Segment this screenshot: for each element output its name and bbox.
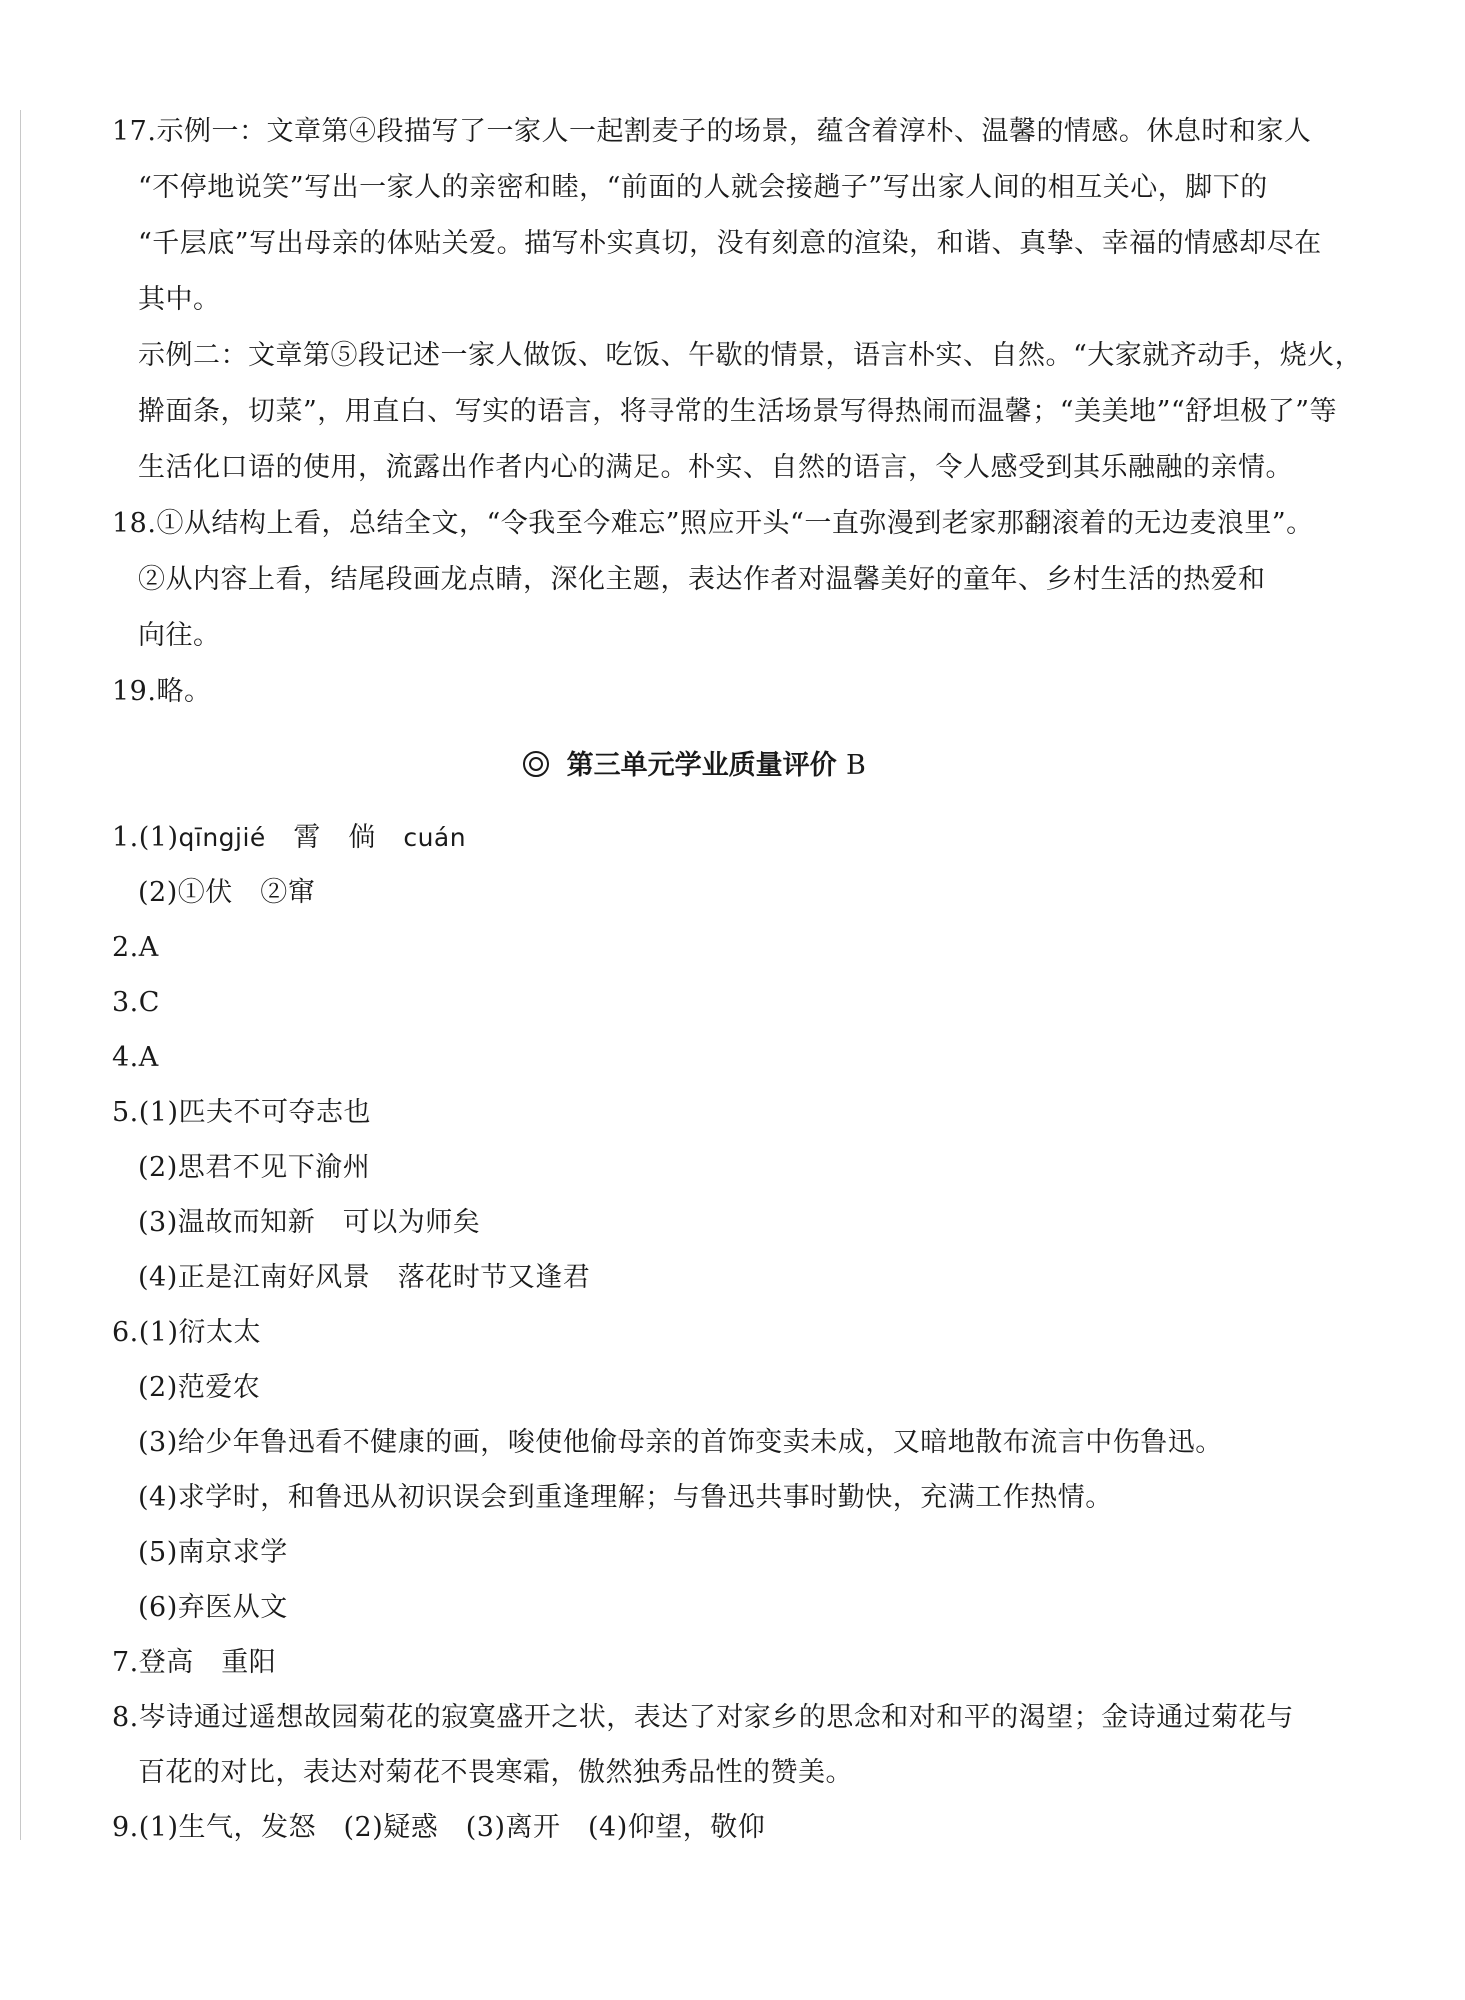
answer-17-line-3: “千层底”写出母亲的体贴关爱。描写朴实真切，没有刻意的渲染，和谐、真挚、幸福的情感却尽在 — [138, 228, 1322, 259]
answer-6-line-6: (6)弃医从文 — [138, 1592, 288, 1623]
answer-5-line-3: (3)温故而知新 可以为师矣 — [138, 1207, 481, 1238]
section-suffix: B — [845, 750, 866, 781]
answer-5-line-1: 5.(1)匹夫不可夺志也 — [112, 1097, 372, 1128]
answer-17-line-4: 其中。 — [138, 284, 221, 315]
answer-8 — [112, 1690, 1294, 1800]
answer-5-line-2: (2)思君不见下渝州 — [138, 1152, 371, 1183]
section-title: 第三单元学业质量评价 — [566, 750, 837, 781]
answer-19: 19.略。 — [112, 676, 212, 707]
answer-6-line-4: (4)求学时，和鲁迅从初识误会到重逢理解；与鲁迅共事时勤快，充满工作热情。 — [138, 1482, 1113, 1513]
section-heading — [112, 728, 1277, 804]
answer-1-pinyin-1: qīngjié — [178, 823, 266, 852]
answer-18-line-1: 18.①从结构上看，总结全文，“令我至今难忘”照应开头“一直弥漫到老家那翻滚着的无边麦浪里”。 — [112, 508, 1314, 539]
answer-17-line-2: “不停地说笑”写出一家人的亲密和睦，“前面的人就会接趟子”写出家人间的相互关心，脚下的 — [138, 172, 1268, 203]
answer-18-line-2: ②从内容上看，结尾段画龙点睛，深化主题，表达作者对温馨美好的童年、乡村生活的热爱和 — [138, 564, 1266, 595]
answer-4: 4.A — [112, 1042, 159, 1073]
answer-7: 7.登高 重阳 — [112, 1647, 277, 1678]
answer-18 — [112, 496, 1314, 664]
answer-6-line-3: (3)给少年鲁迅看不健康的画，唆使他偷母亲的首饰变卖未成，又暗地散布流言中伤鲁迅。 — [138, 1427, 1223, 1458]
answer-17-line-5: 示例二：文章第⑤段记述一家人做饭、吃饭、午歇的情景，语言朴实、自然。“大家就齐动手，烧火， — [138, 340, 1363, 371]
answer-3: 3.C — [112, 987, 160, 1018]
answer-5-line-4: (4)正是江南好风景 落花时节又逢君 — [138, 1262, 591, 1293]
answer-17-line-6: 擀面条，切菜”，用直白、写实的语言，将寻常的生活场景写得热闹而温馨；“美美地”“舒坦极了”等 — [138, 396, 1338, 427]
answer-18-line-3: 向往。 — [138, 620, 221, 651]
answer-1-chars: 霄 倘 — [265, 822, 404, 853]
answer-1 — [112, 810, 1277, 920]
double-circle-icon — [523, 751, 549, 777]
answer-17-line-7: 生活化口语的使用，流露出作者内心的满足。朴实、自然的语言，令人感受到其乐融融的亲情。 — [138, 452, 1293, 483]
page-margin-line — [20, 110, 21, 1840]
answer-8-line-2: 百花的对比，表达对菊花不畏寒霜，傲然独秀品性的赞美。 — [138, 1757, 853, 1788]
answer-17 — [112, 104, 1363, 496]
answer-9: 9.(1)生气，发怒 (2)疑惑 (3)离开 (4)仰望，敬仰 — [112, 1812, 766, 1843]
answer-6-line-5: (5)南京求学 — [138, 1537, 288, 1568]
answer-1-prefix: 1.(1) — [112, 822, 179, 853]
answer-17-line-1: 17.示例一：文章第④段描写了一家人一起割麦子的场景，蕴含着淳朴、温馨的情感。休息时和家人 — [112, 116, 1312, 147]
answer-1-line-1 — [112, 810, 1277, 865]
answer-6-line-1: 6.(1)衍太太 — [112, 1317, 262, 1348]
answer-page — [112, 104, 1363, 1855]
answer-5 — [112, 1085, 1277, 1305]
answer-1-pinyin-2: cuán — [403, 823, 467, 852]
answer-1-line-2: (2)①伏 ②窜 — [138, 877, 316, 908]
answer-6 — [112, 1305, 1277, 1635]
answer-6-line-2: (2)范爱农 — [138, 1372, 261, 1403]
section-b-answers — [112, 810, 1294, 1855]
answer-8-line-1: 8.岑诗通过遥想故园菊花的寂寞盛开之状，表达了对家乡的思念和对和平的渴望；金诗通过菊花与 — [112, 1702, 1294, 1733]
answer-2: 2.A — [112, 932, 159, 963]
